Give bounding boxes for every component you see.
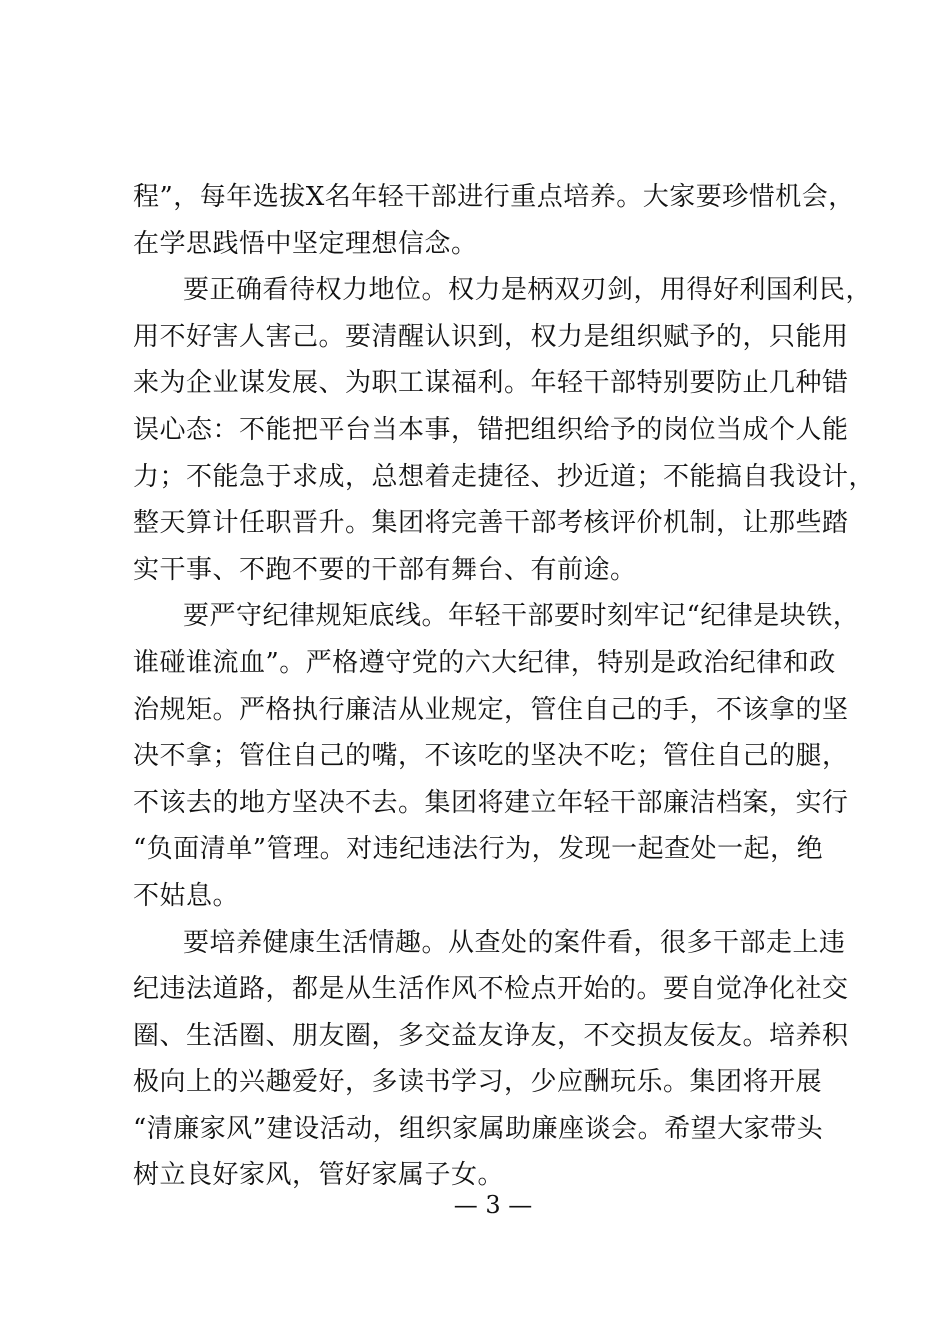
text-line: 决不拿；管住自己的嘴，不该吃的坚决不吃；管住自己的腿， [133,741,849,772]
text-line: “清廉家风”建设活动，组织家属助廉座谈会。希望大家带头 [133,1113,824,1144]
text-line: 纪违法道路，都是从生活作风不检点开始的。要自觉净化社交 [133,974,849,1005]
text-line: 圈、生活圈、朋友圈，多交益友诤友，不交损友佞友。培养积 [133,1020,849,1051]
text-line: 不该去的地方坚决不去。集团将建立年轻干部廉洁档案，实行 [133,787,849,818]
paragraph-start-line: 要正确看待权力地位。权力是柄双刃剑，用得好利国利民， [183,275,873,306]
text-line: 谁碰谁流血”。严格遵守党的六大纪律，特别是政治纪律和政 [133,647,836,678]
text-line: 程”，每年选拔X名年轻干部进行重点培养。大家要珍惜机会， [133,182,855,212]
text-line: 力；不能急于求成，总想着走捷径、抄近道；不能搞自我设计， [133,461,876,492]
text-line: 用不好害人害己。要清醒认识到，权力是组织赋予的，只能用 [133,321,849,352]
document-body [133,174,876,1199]
text-line: 实干事、不跑不要的干部有舞台、有前途。 [133,554,637,585]
text-line: “负面清单”管理。对违纪违法行为，发现一起查处一起，绝 [133,834,824,865]
text-line: 极向上的兴趣爱好，多读书学习，少应酬玩乐。集团将开展 [133,1067,823,1098]
paragraph-start-line: 要严守纪律规矩底线。年轻干部要时刻牢记“纪律是块铁， [183,601,860,632]
text-line: 治规矩。严格执行廉洁从业规定，管住自己的手，不该拿的坚 [133,694,849,725]
paragraph-start-line: 要培养健康生活情趣。从查处的案件看，很多干部走上违 [183,927,846,958]
text-line: 在学思践悟中坚定理想信念。 [133,228,478,259]
page-number: — 3 — [453,1191,533,1219]
text-line: 不姑息。 [133,880,240,911]
text-line: 树立良好家风，管好家属子女。 [133,1160,505,1191]
text-line: 整天算计任职晋升。集团将完善干部考核评价机制，让那些踏 [133,508,849,539]
text-line: 误心态：不能把平台当本事，错把组织给予的岗位当成个人能 [133,414,849,445]
text-line: 来为企业谋发展、为职工谋福利。年轻干部特别要防止几种错 [133,368,849,399]
